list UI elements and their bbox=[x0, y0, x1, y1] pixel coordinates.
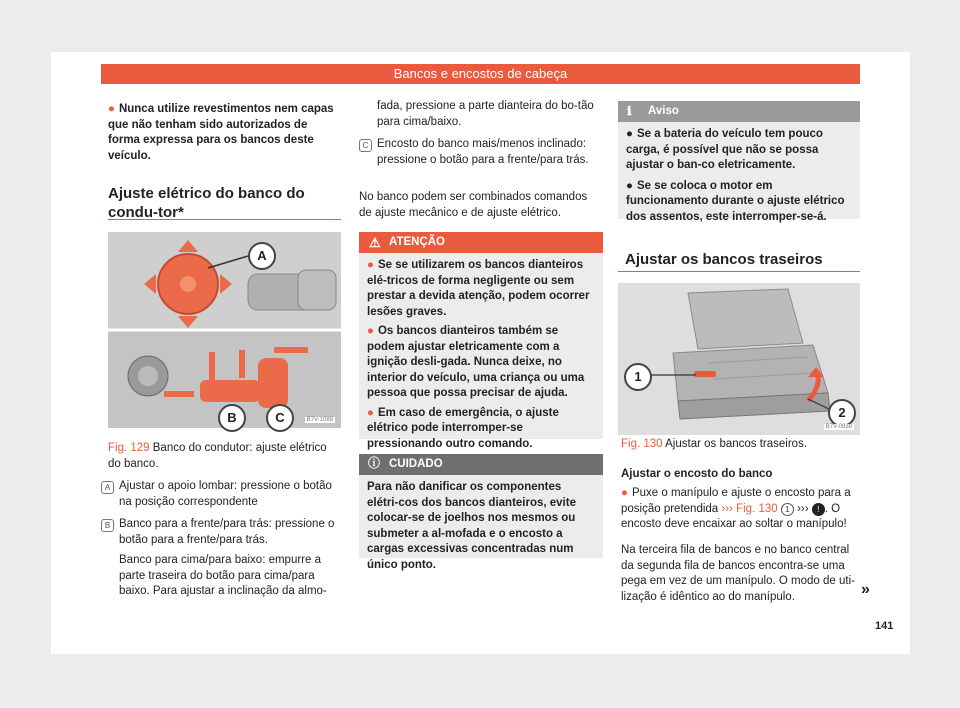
item-c-text: Encosto do banco mais/menos inclinado: pressione o botão para a frente/para trás. bbox=[377, 138, 589, 166]
atencao-body bbox=[359, 253, 603, 452]
bullet-icon: ● bbox=[108, 103, 115, 115]
continuation-text: fada, pressione a parte dianteira do bo-tão para cima/baixo. bbox=[377, 100, 594, 128]
info-circle-icon: ⓘ bbox=[368, 456, 381, 470]
subheading-backrest: Ajustar o encosto do banco bbox=[621, 468, 773, 480]
third-row-paragraph: Na terceira fila de bancos e no banco central da segunda fila de bancos encontra-se uma pega em vez de um manípulo. O modo de uti-lização é idêntico ao do manípulo. bbox=[621, 544, 855, 603]
item-a-text: Ajustar o apoio lombar: pressione o botão na posição correspondente bbox=[119, 480, 332, 508]
fig-ref-link[interactable]: Fig. 130 bbox=[736, 502, 778, 515]
section-title-electric-seat: Ajuste elétrico do banco do condu-tor* bbox=[108, 185, 305, 221]
atencao-item: ● Os bancos dianteiros também se podem ajustar eletricamente com a ignição desli-gada. Nunca deixe, no interior do veículo, uma criança ou uma pessoa que possa precisar de ajuda. bbox=[367, 325, 585, 399]
backrest-instruction: ● Puxe o manípulo e ajuste o encosto para a posição pretendida ››› Fig. 130 1 ››› ! . O encosto deve encaixar ao soltar o manípulo! bbox=[621, 487, 851, 530]
aviso-title: Aviso bbox=[648, 105, 679, 117]
atencao-box bbox=[359, 232, 603, 450]
item-c-badge: C bbox=[359, 139, 372, 152]
exclamation-badge-icon: ! bbox=[812, 503, 825, 516]
bullet-icon: ● bbox=[367, 259, 374, 271]
figure-129 bbox=[108, 232, 341, 428]
bullet-icon: ● bbox=[621, 487, 628, 499]
atencao-item: ● Em caso de emergência, o ajuste elétrico pode interromper-se pressionando outro comando. bbox=[367, 406, 559, 450]
page-header-banner: Bancos e encostos de cabeça bbox=[101, 64, 860, 84]
caption-text: Ajustar os bancos traseiros. bbox=[665, 438, 808, 450]
section-title-rear-seats: Ajustar os bancos traseiros bbox=[625, 251, 823, 268]
warning-item-text: Nunca utilize revestimentos nem capas que não tenham sido autorizados de forma expressa para os bancos deste veículo. bbox=[108, 103, 334, 162]
page-number: 141 bbox=[875, 620, 894, 632]
bullet-icon: ● bbox=[626, 128, 633, 140]
callout-b: B bbox=[218, 404, 246, 432]
bullet-icon: ● bbox=[367, 325, 374, 337]
figure-code: B7V-1088 bbox=[306, 417, 333, 423]
atencao-item: ● Se se utilizarem os bancos dianteiros elé-tricos de forma negligente ou sem prestar a devida atenção, podem ocorrer lesões graves. bbox=[367, 259, 590, 318]
rear-seat-illustration bbox=[618, 283, 860, 435]
ref-arrows: ››› bbox=[797, 502, 809, 515]
item-b-continued: Banco para cima/para baixo: empurre a parte traseira do botão para cima/para baixo. Para ajustar a inclinação da almo- bbox=[119, 554, 327, 597]
ref-badge-1: 1 bbox=[781, 503, 794, 516]
bullet-icon: ● bbox=[626, 179, 633, 192]
figure-129-caption bbox=[108, 441, 341, 472]
aviso-item: ● Se se coloca o motor em funcionamento durante o ajuste elétrico dos assentos, este interromper-se-á. bbox=[626, 179, 845, 223]
item-b-text: Banco para a frente/para trás: pressione o botão para a frente/para trás. bbox=[119, 518, 335, 546]
caption-label: Fig. 130 bbox=[621, 438, 663, 450]
item-b-badge: B bbox=[101, 519, 114, 532]
bullet-icon: ● bbox=[367, 406, 374, 419]
note-info-icon: ℹ bbox=[627, 104, 632, 118]
cuidado-box bbox=[359, 454, 603, 571]
combined-controls-paragraph: No banco podem ser combinados comandos de ajuste mecânico e de ajuste elétrico. bbox=[359, 191, 588, 219]
aviso-box bbox=[618, 101, 860, 223]
section-rule bbox=[108, 219, 341, 220]
atencao-header bbox=[359, 232, 603, 253]
aviso-header bbox=[618, 101, 860, 122]
fig-ref-arrows: ››› bbox=[721, 502, 733, 515]
warning-item bbox=[108, 102, 341, 164]
callout-a: A bbox=[248, 242, 276, 270]
item-a-badge: A bbox=[101, 481, 114, 494]
figure-130 bbox=[618, 283, 860, 435]
callout-1: 1 bbox=[624, 363, 652, 391]
figure-130-caption bbox=[621, 437, 861, 453]
column-1 bbox=[108, 102, 341, 164]
callout-c: C bbox=[266, 404, 294, 432]
section-rule bbox=[618, 271, 860, 272]
cuidado-header bbox=[359, 454, 603, 475]
aviso-body bbox=[618, 122, 860, 225]
atencao-title: ATENÇÃO bbox=[389, 236, 446, 248]
caption-text: Banco do condutor: ajuste elétrico do banco. bbox=[108, 442, 327, 470]
aviso-item: ● Se a bateria do veículo tem pouco carga, é possível que não se possa ajustar o ban-co eletricamente. bbox=[626, 128, 823, 171]
caption-label: Fig. 129 bbox=[108, 442, 150, 454]
figure-code: B7V-0939 bbox=[825, 424, 852, 430]
seat-controls-illustration bbox=[108, 232, 341, 428]
callout-2: 2 bbox=[828, 399, 856, 427]
cuidado-title: CUIDADO bbox=[389, 458, 443, 470]
continue-mark: » bbox=[861, 581, 870, 598]
cuidado-text: Para não danificar os componentes elétri-cos dos bancos dianteiros, evite colocar-se de joelhos nos mesmos ou submeter a al-mofada e o encosto a cargas excessivas concentradas num único ponto. bbox=[367, 481, 576, 571]
warning-triangle-icon: ⚠ bbox=[369, 235, 381, 250]
